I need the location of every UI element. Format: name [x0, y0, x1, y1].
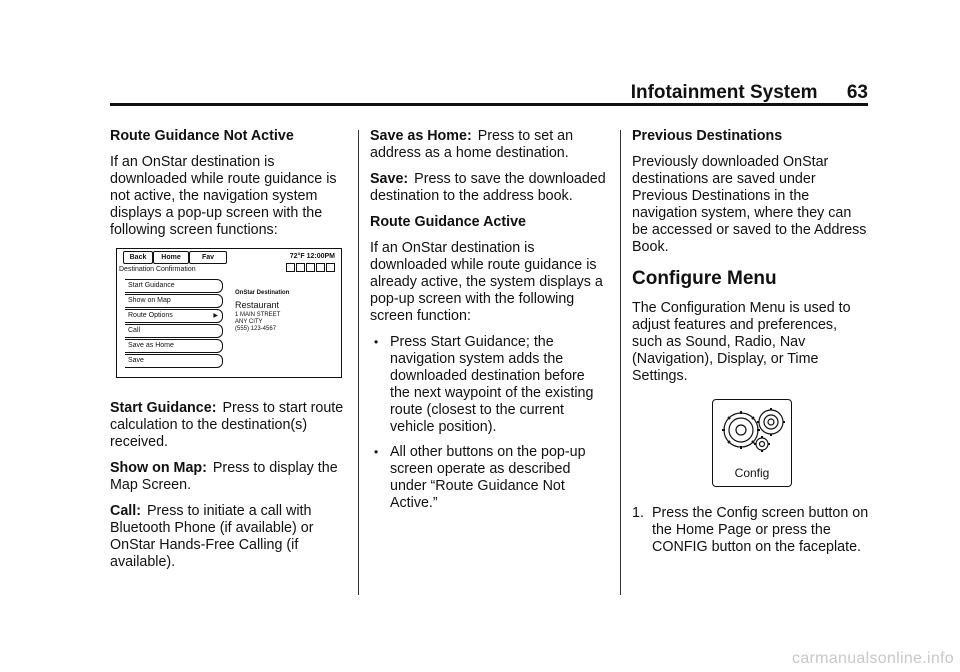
column-1 [110, 128, 352, 580]
term-text: Press to start route calculation to the destination(s) received. [110, 400, 344, 450]
column-divider [358, 130, 359, 595]
status-icon [306, 263, 315, 272]
home-tab: Home [153, 251, 189, 264]
arrow-right-icon: ▶ [213, 313, 218, 319]
show-on-map-button: Show on Map [125, 294, 223, 308]
section-heading: Route Guidance Not Active [110, 128, 294, 144]
config-button-figure [712, 399, 792, 487]
page-number: 63 [846, 82, 868, 103]
config-label: Config [734, 466, 770, 480]
header-title: Infotainment System [630, 82, 818, 103]
section-heading: Route Guidance Active [370, 214, 526, 230]
start-guidance-button: Start Guidance [125, 279, 223, 293]
paragraph: The Configuration Menu is used to adjust features and preferences, such as Sound, Radio, Nav (Navigation), Display, or Time Settings. [632, 300, 851, 384]
destination-confirmation-screen [116, 248, 342, 378]
watermark: carmanualsonline.info [792, 650, 954, 667]
definition-item [110, 460, 352, 494]
term-label: Save as Home: [370, 128, 472, 144]
numbered-list [632, 505, 870, 556]
destination-city: ANY CITY [235, 319, 263, 325]
section-heading: Previous Destinations [632, 128, 783, 144]
temp-time-readout: 72°F 12:00PM [289, 253, 335, 260]
term-label: Save: [370, 171, 409, 187]
screen-menu [125, 279, 223, 369]
destination-phone: (555) 123-4567 [235, 326, 277, 332]
column-2 [370, 128, 608, 521]
numbered-step [632, 505, 870, 556]
definition-item [370, 128, 608, 162]
destination-header: OnStar Destination [235, 290, 290, 296]
destination-name: Restaurant [235, 300, 280, 310]
status-icon [296, 263, 305, 272]
section-title: Configure Menu [632, 268, 777, 289]
header-rule [110, 103, 868, 106]
save-button: Save [125, 354, 223, 368]
destination-street: 1 MAIN STREET [235, 312, 281, 318]
gears-icon [715, 402, 789, 462]
definition-item [110, 400, 352, 451]
status-icon [326, 263, 335, 272]
route-options-label: Route Options [128, 312, 173, 319]
step-text: Press the Config screen button on the Home Page or press the CONFIG button on the faceplate. [652, 505, 869, 555]
term-text: Press to initiate a call with Bluetooth Phone (if available) or OnStar Hands-Free Calling (if available). [110, 503, 314, 570]
column-3 [632, 128, 870, 556]
status-icon [286, 263, 295, 272]
status-icons [286, 263, 335, 272]
definition-item [110, 503, 352, 571]
term-text: Press to set an address as a home destination. [370, 128, 574, 161]
paragraph: If an OnStar destination is downloaded while route guidance is already active, the system displays a pop-up screen with the following screen function: [370, 240, 603, 324]
screen-title: Destination Confirmation [119, 266, 196, 273]
back-tab: Back [123, 251, 153, 264]
step-number: 1. [632, 505, 644, 521]
paragraph: Previously downloaded OnStar destinations are saved under Previous Destinations in the navigation system, where they can be accessed or saved to the Address Book. [632, 154, 867, 255]
destination-info [235, 289, 289, 333]
route-options-button [125, 309, 223, 323]
term-label: Start Guidance: [110, 400, 217, 416]
fav-tab: Fav [189, 251, 227, 264]
paragraph: If an OnStar destination is downloaded while route guidance is not active, the navigation system displays a pop-up screen with the following screen functions: [110, 154, 337, 238]
save-as-home-button: Save as Home [125, 339, 223, 353]
bullet-item: • All other buttons on the pop-up screen operate as described under “Route Guidance Not Active.” [370, 444, 608, 512]
phone-icon [316, 263, 325, 272]
call-button: Call [125, 324, 223, 338]
definition-item [370, 171, 608, 205]
term-label: Show on Map: [110, 460, 207, 476]
term-label: Call: [110, 503, 141, 519]
term-text: Press to save the downloaded destination to the address book. [370, 171, 606, 204]
term-text: Press to display the Map Screen. [110, 460, 338, 493]
column-divider [620, 130, 621, 595]
bullet-list [370, 334, 608, 512]
bullet-item: • Press Start Guidance; the navigation system adds the downloaded destination before the next waypoint of the existing route (closest to the current vehicle position). [370, 334, 608, 436]
